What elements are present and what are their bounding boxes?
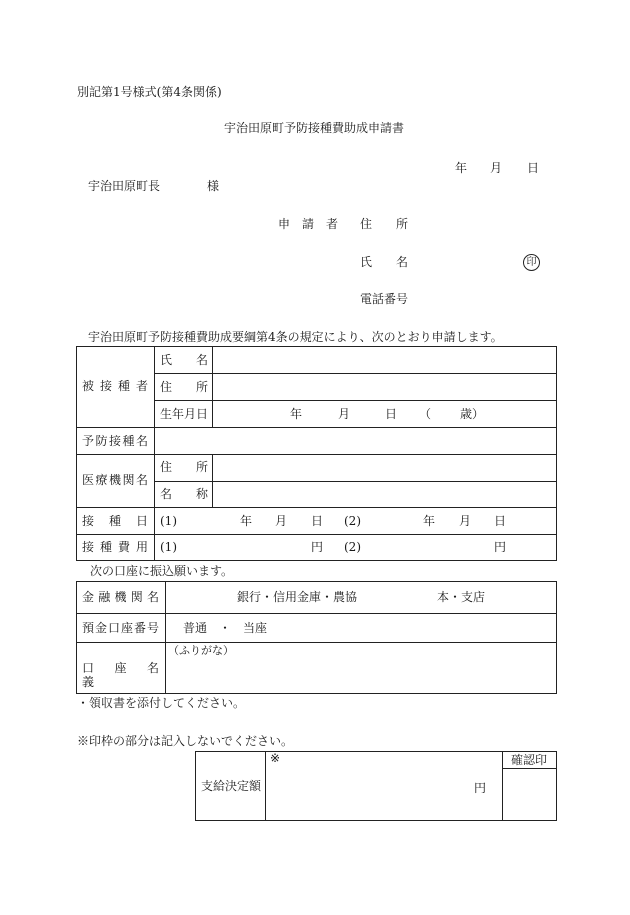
table-rule xyxy=(154,481,556,482)
vaccination-date-2-month: 月 xyxy=(459,514,472,528)
table-rule xyxy=(556,346,557,560)
vaccination-cost-2-num: (2) xyxy=(344,540,361,554)
table-rule xyxy=(76,581,77,693)
table-rule xyxy=(76,534,556,535)
table-rule xyxy=(76,346,77,560)
vaccination-date-1-day: 日 xyxy=(311,514,324,528)
table-rule xyxy=(154,346,155,560)
application-statement: 宇治田原町予防接種費助成要綱第4条の規定により、次のとおり申請します。 xyxy=(88,330,503,344)
vaccinee-address-label: 住 所 xyxy=(160,380,209,394)
office-use-note: ※印枠の部分は記入しないでください。 xyxy=(77,734,294,748)
applicant-phone-label: 電話番号 xyxy=(360,292,409,306)
vaccination-cost-label: 接 種 費 用 xyxy=(82,540,148,554)
table-rule xyxy=(76,693,557,694)
applicant-address-label: 住 所 xyxy=(360,217,409,231)
account-number-label: 預金口座番号 xyxy=(82,621,159,635)
table-rule xyxy=(154,400,556,401)
birthdate-label: 生年月日 xyxy=(160,407,209,421)
clinic-name-label: 名 称 xyxy=(160,487,209,501)
table-rule xyxy=(76,427,556,428)
clinic-address-label: 住 所 xyxy=(160,460,209,474)
financial-institution-label: 金 融 機 関 名 xyxy=(82,590,159,604)
table-rule xyxy=(502,751,503,820)
applicant-name-label: 氏 名 xyxy=(360,255,409,269)
table-rule xyxy=(76,642,556,643)
seal-mark: 印 xyxy=(523,254,540,271)
bank-transfer-note: 次の口座に振込願います。 xyxy=(90,564,234,578)
vaccination-cost-1-unit: 円 xyxy=(311,540,324,554)
vaccination-date-1-num: (1) xyxy=(160,514,177,528)
table-rule xyxy=(212,454,213,507)
birthdate-day-label: 日 xyxy=(385,407,398,421)
account-name-label: 口 座 名 義 xyxy=(82,661,172,689)
vaccination-date-2-num: (2) xyxy=(344,514,361,528)
table-rule xyxy=(76,581,556,582)
office-use-mark: ※ xyxy=(270,751,281,765)
approved-amount-unit: 円 xyxy=(474,781,487,795)
table-rule xyxy=(502,768,556,769)
table-rule xyxy=(556,751,557,820)
table-rule xyxy=(76,507,556,508)
table-rule xyxy=(195,820,557,821)
branch-types: 本・支店 xyxy=(437,590,486,604)
vaccination-date-1-year: 年 xyxy=(240,514,253,528)
addressee-name: 宇治田原町長 xyxy=(88,179,161,193)
vaccination-date-label: 接 種 日 xyxy=(82,514,148,528)
table-rule xyxy=(76,613,556,614)
table-rule xyxy=(195,751,196,820)
table-rule xyxy=(265,751,266,820)
receipt-note: ・領収書を添付してください。 xyxy=(77,696,246,710)
age-label: 歳） xyxy=(460,407,485,421)
table-rule xyxy=(76,454,556,455)
table-rule xyxy=(154,373,556,374)
furigana-label: （ふりがな） xyxy=(168,644,234,657)
approved-amount-label: 支給決定額 xyxy=(201,779,262,793)
vaccination-date-2-day: 日 xyxy=(494,514,507,528)
table-rule xyxy=(165,581,166,693)
institution-types: 銀行・信用金庫・農協 xyxy=(237,590,358,604)
form-title: 宇治田原町予防接種費助成申請書 xyxy=(224,121,405,135)
applicant-label: 申 請 者 xyxy=(278,217,339,231)
table-rule xyxy=(76,346,556,347)
age-open-paren: （ xyxy=(419,407,432,421)
table-rule xyxy=(76,560,557,561)
form-reference: 別記第1号様式(第4条関係) xyxy=(77,85,222,99)
confirmation-seal-label: 確認印 xyxy=(511,753,548,767)
vaccination-cost-1-num: (1) xyxy=(160,540,177,554)
date-day-label: 日 xyxy=(527,161,540,175)
birthdate-year-label: 年 xyxy=(290,407,303,421)
addressee-honorific: 様 xyxy=(207,179,220,193)
clinic-label: 医療機関名 xyxy=(82,473,148,487)
vaccinee-label: 被 接 種 者 xyxy=(82,379,148,393)
vaccination-date-2-year: 年 xyxy=(423,514,436,528)
vaccinee-name-label: 氏 名 xyxy=(160,353,209,367)
table-rule xyxy=(556,581,557,693)
birthdate-month-label: 月 xyxy=(338,407,351,421)
account-types: 普通 ・ 当座 xyxy=(183,621,268,635)
date-month-label: 月 xyxy=(490,161,503,175)
vaccine-name-label: 予防接種名 xyxy=(82,434,148,448)
table-rule xyxy=(212,346,213,427)
vaccination-cost-2-unit: 円 xyxy=(494,540,507,554)
vaccination-date-1-month: 月 xyxy=(275,514,288,528)
date-year-label: 年 xyxy=(455,161,468,175)
